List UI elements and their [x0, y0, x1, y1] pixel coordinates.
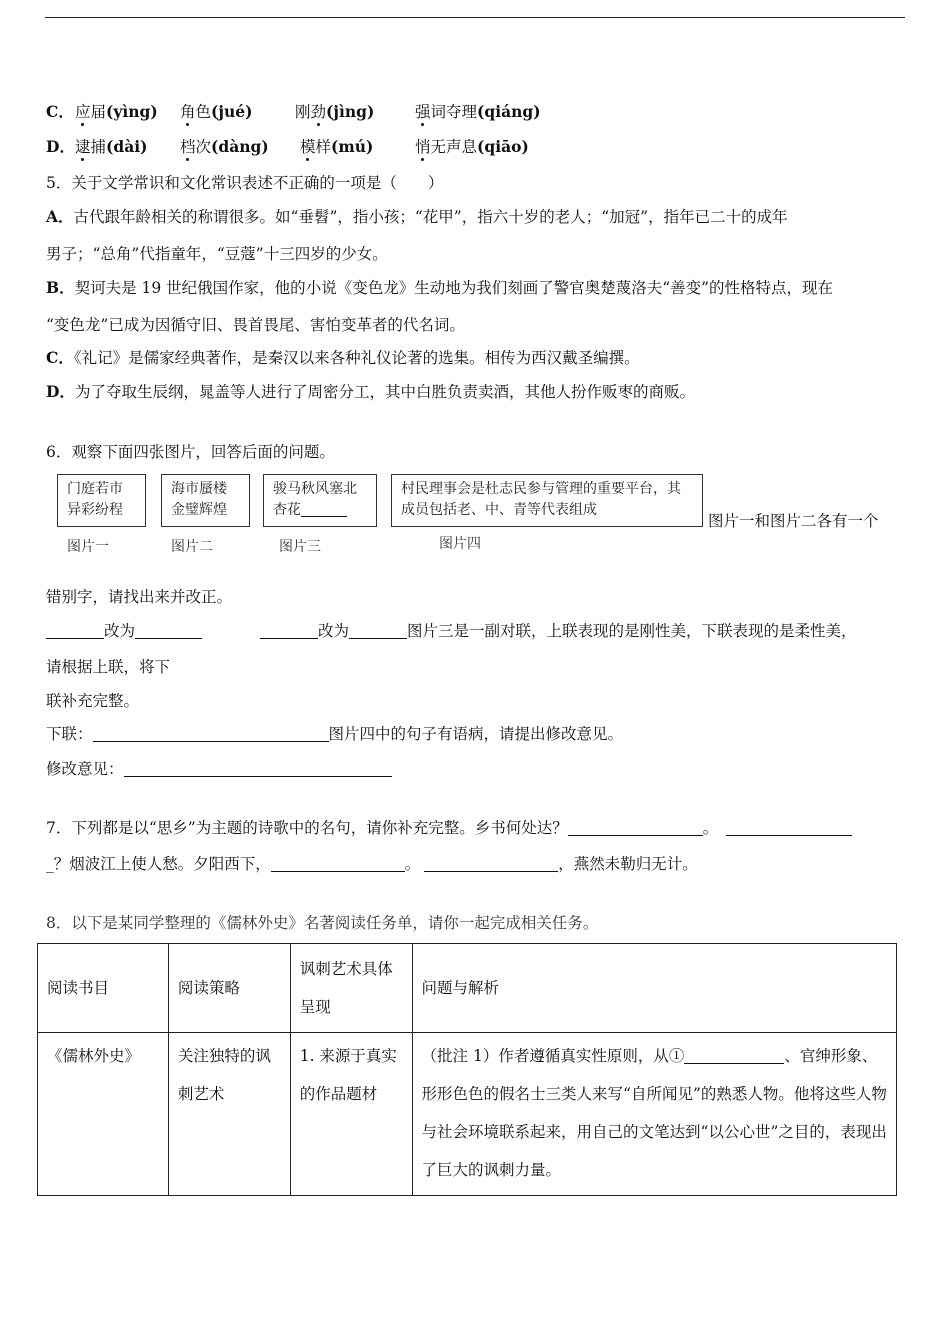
word-1: 逮捕(dài) — [75, 137, 148, 156]
header-presentation: 讽刺艺术具体呈现 — [290, 944, 412, 1033]
q6-line-correction: 改为 改为 图片三是一副对联，上联表现的是刚性美，下联表现的是柔性美， — [46, 620, 857, 642]
q6-after-pictures: 图片一和图片二各有一个 — [708, 512, 879, 530]
q6-line-revision: 修改意见： — [46, 758, 392, 780]
picture-3-caption: 图片三 — [279, 539, 321, 555]
blank-line — [726, 819, 852, 836]
word-4: 强词夺理(qiáng) — [415, 102, 541, 121]
cell-strategy: 关注独特的讽刺艺术 — [168, 1033, 290, 1196]
q5-option-a-line1: A．古代跟年龄相关的称谓很多。如“垂髫”，指小孩；“花甲”，指六十岁的老人；“加冠”，指年已二十的成年 — [46, 207, 788, 226]
word-4: 悄无声息(qiāo) — [415, 137, 529, 156]
blank-line — [301, 502, 347, 517]
q5-option-a-line2: 男子；“总角”代指童年，“豆蔻”十三四岁的少女。 — [46, 245, 388, 263]
picture-2: 海市蜃楼 金璧辉煌 — [161, 474, 250, 527]
q6-line-lower-couplet: 下联： 图片四中的句子有语病，请提出修改意见。 — [46, 725, 624, 743]
reading-task-table — [37, 943, 897, 1196]
word-3: 刚劲(jìng) — [295, 102, 375, 121]
cell-presentation: 1. 来源于真实的作品题材 — [290, 1033, 412, 1196]
word-2: 角色(jué) — [180, 102, 253, 121]
q6-stem: 6．观察下面四张图片，回答后面的问题。 — [46, 443, 335, 461]
q6-line-couplet-b: 联补充完整。 — [46, 692, 140, 710]
blank-line — [260, 622, 318, 639]
cell-book: 《儒林外史》 — [38, 1033, 169, 1196]
q7-line2: _？烟波江上使人愁。夕阳西下， 。 ，燕然未勒归无计。 — [46, 855, 698, 873]
q6-line-couplet-a: 请根据上联，将下 — [46, 658, 171, 676]
q7-line1: 7．下列都是以“思乡”为主题的诗歌中的名句，请你补充完整。乡书何处达？ 。 — [46, 817, 852, 839]
picture-2-caption: 图片二 — [171, 539, 213, 555]
q5-option-d: D．为了夺取生辰纲，晁盖等人进行了周密分工，其中白胜负责卖酒，其他人扮作贩枣的商贩。 — [46, 382, 695, 401]
picture-3: 骏马秋风塞北 杏花 — [263, 474, 377, 527]
header-analysis: 问题与解析 — [412, 944, 896, 1033]
q4-option-d — [46, 136, 529, 158]
q6-line-typo: 错别字，请找出来并改正。 — [46, 588, 233, 606]
word-1: 应届(yìng) — [75, 102, 158, 121]
q4-option-c — [46, 101, 541, 123]
picture-4: 村民理事会是杜志民参与管理的重要平台，其 成员包括老、中、青等代表组成 — [391, 474, 703, 527]
table-row — [38, 1033, 897, 1196]
word-3: 模样(mú) — [300, 137, 374, 156]
q5-stem: 5．关于文学常识和文化常识表述不正确的一项是（ ） — [46, 174, 444, 192]
blank-line — [271, 855, 405, 872]
header-strategy: 阅读策略 — [168, 944, 290, 1033]
q5-option-c: C．《礼记》是儒家经典著作，是秦汉以来各种礼仪论著的选集。相传为西汉戴圣编撰。 — [46, 348, 640, 367]
q5-option-b-line2: “变色龙”已成为因循守旧、畏首畏尾、害怕变革者的代名词。 — [46, 316, 465, 334]
blank-line — [135, 622, 202, 639]
blank-line — [684, 1047, 784, 1064]
cell-analysis: （批注 1）作者遵循真实性原则，从① 、官绅形象、形形色色的假名士三类人来写“自所闻见”的熟悉人物。他将这些人物与社会环境联系起来，用自己的文笔达到“以公心世”之目的，表现出了巨大的讽刺力量。 — [412, 1033, 896, 1196]
blank-line — [568, 819, 703, 836]
blank-line — [349, 622, 407, 639]
table-header-row — [38, 944, 897, 1033]
blank-line — [46, 622, 104, 639]
q8-stem: 8．以下是某同学整理的《儒林外史》名著阅读任务单，请你一起完成相关任务。 — [46, 914, 599, 932]
header-rule — [45, 17, 905, 18]
blank-line — [124, 760, 392, 777]
header-book: 阅读书目 — [38, 944, 169, 1033]
blank-line — [93, 725, 329, 742]
word-2: 档次(dàng) — [180, 137, 269, 156]
picture-1-caption: 图片一 — [67, 539, 109, 555]
picture-4-caption: 图片四 — [439, 536, 481, 552]
picture-1: 门庭若市 异彩纷程 — [57, 474, 146, 527]
blank-line — [424, 855, 558, 872]
q5-option-b-line1: B．契诃夫是 19 世纪俄国作家，他的小说《变色龙》生动地为我们刻画了警官奥楚蔑洛夫“善变”的性格特点，现在 — [46, 278, 834, 297]
option-letter: D． — [46, 137, 75, 156]
option-letter: C． — [46, 102, 74, 121]
